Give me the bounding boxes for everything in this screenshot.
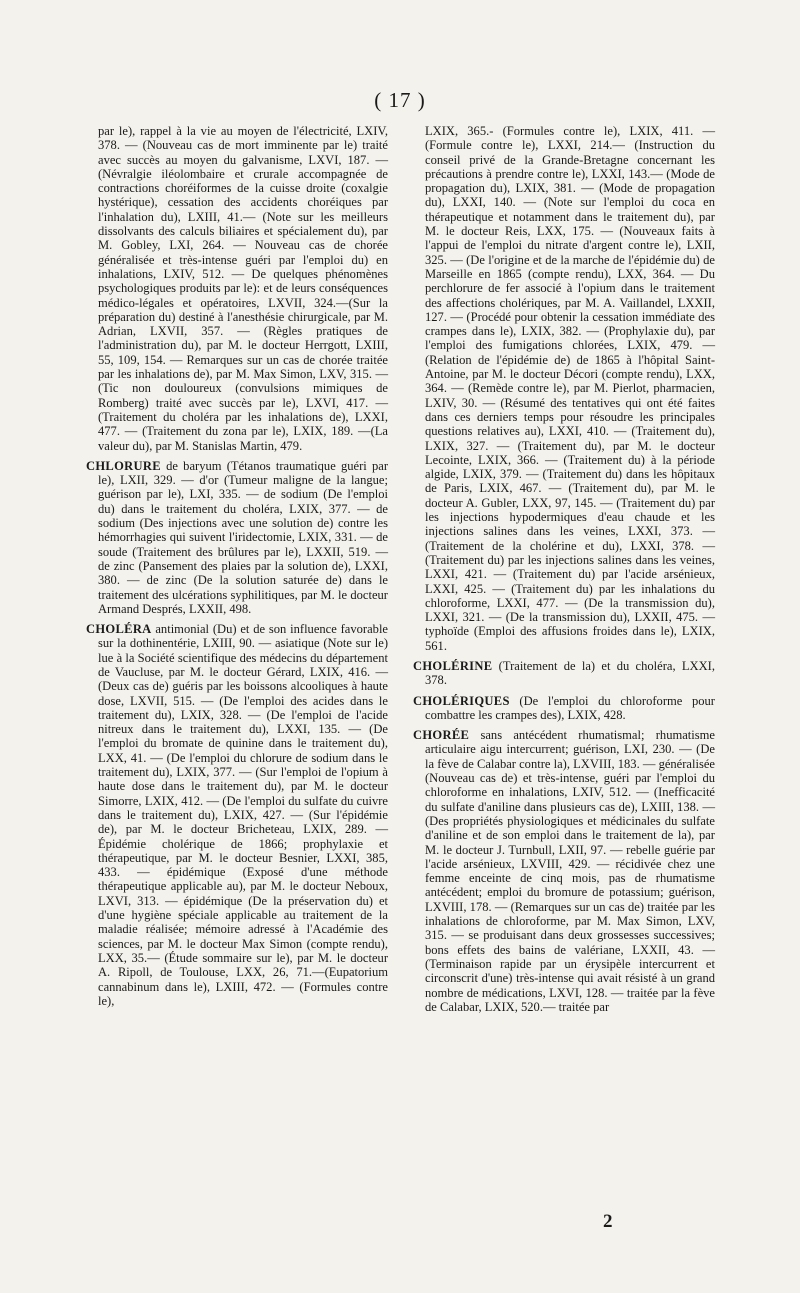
headword: CHOLÉRINE: [413, 658, 493, 673]
entry-choree: [413, 728, 715, 1014]
entry-cholera: [86, 622, 388, 1008]
entry-text: de baryum (Tétanos traumatique guéri par le), LXII, 329. — d'or (Tumeur maligne de la langue; guérison par le), LXI, 335. — de sodium (De l'emploi du) dans le traitement du choléra, LXIX, 377. — de sodium (Des injections avec une solution de) contre les hémorrhagies qui suivent l'iridectomie, LXIX, 331. — de soude (Traitement des brûlures par le), LXXII, 519. — de zinc (Pansement des plaies par la solution de), LXXI, 380. — de zinc (De la solution saturée de) dans le traitement des ulcérations syphilitiques, par M. le docteur Armand Després, LXXII, 498.: [98, 458, 388, 616]
headword: CHOLÉRA: [86, 622, 152, 637]
entry-text: (Traitement de la) et du choléra, LXXI, 378.: [425, 658, 715, 688]
entry-chlorure: [86, 459, 388, 616]
entry-text: antimonial (Du) et de son influence favorable sur la dothinentérie, LXIII, 90. — asiatique (Note sur le) lue à la Société scientifique des médecins du département de Vaucluse, par M. le docteur Gérard, LXIX, 416. — (Deux cas de) guéris par les boissons alcooliques à haute dose, LXVII, 515. — (De l'emploi des acides dans le traitement du), LXIX, 328. — (De l'emploi de l'acide nitreux dans le traitement du), LXXI, 135. — (De l'emploi du bromate de quinine dans le traitement du), LXX, 41. — (De l'emploi du chlorure de sodium dans le traitement du), LXIX, 377. — (Sur l'emploi de l'opium à haute dose dans le traitement du), par M. le docteur Simorre, LXIX, 412. — (De l'emploi du sulfate du cuivre dans le traitement du), LXIX, 427. — (Sur l'épidémie de), par M. le docteur Bricheteau, LXIX, 289. — Épidémie cholérique de 1866; prophylaxie et thérapeutique, par M. le docteur Besnier, LXXI, 385, 433. — épidémique (Exposé d'une méthode thérapeutique applicable au), par M. le docteur Neboux, LXVI, 313. — épidémique (De la préservation du) et d'une hygiène spéciale applicable au traitement de la maladie réalisée; mémoire adressé à l'Académie des sciences, par M. le docteur Max Simon (compte rendu), LXX, 35.— (Étude sommaire sur le), par M. le docteur A. Ripoll, de Toulouse, LXX, 26, 71.—(Eupatorium cannabinum dans le), LXIII, 472. — (Formules contre le),: [98, 622, 388, 1008]
headword: CHORÉE: [413, 728, 470, 743]
page-number: ( 17 ): [374, 88, 426, 112]
entry-text: sans antécédent rhumatismal; rhumatisme articulaire aigu intercurrent; guérison, LXI, 230. — (De la fève de Calabar contre la), LXVIII, 183. — généralisée (Nouveau cas de) et très-intense, guéri par l'emploi du chloroforme en inhalations, LXIV, 512. — (Inefficacité du sulfate d'aniline dans plusieurs cas de), LXIII, 138. — (Des propriétés physiologiques et médicinales du sulfate d'aniline et de son emploi dans le traitement de la), par M. le docteur J. Turnbull, LXII, 97. — rebelle guérie par l'acide arsénieux, LXVIII, 429. — récidivée chez une femme enceinte de cinq mois, pas de rhumatisme antécédent; emploi du bromure de potassium; guérison, LXVIII, 178. — (Remarques sur un cas de) traitée par les inhalations de chloroforme, par M. Max Simon, LXV, 315. — se produisant dans deux grossesses successives; bons effets des bains de valériane, LXXII, 43. — (Terminaison rapide par un érysipèle intercurrent et circonscrit d'une) très-intense qui avait résisté à un grand nombre de médications, LXVI, 128. — traitée par la fève de Calabar, LXIX, 520.— traitée par: [425, 728, 715, 1014]
signature-mark: 2: [603, 1211, 613, 1232]
headword: CHLORURE: [86, 458, 161, 473]
continuation-paragraph: par le), rappel à la vie au moyen de l'électricité, LXIV, 378. — (Nouveau cas de mort imminente par le) traité avec succès au moyen du galvanisme, LXVI, 187. — (Névralgie iléolombaire et crurale accompagnée de contractions choréiformes de la cuisse droite (coxalgie hystérique), cessation des accidents choréiques par l'inhalation du), LXIII, 41.— (Note sur les meilleurs dissolvants des calculs biliaires et spécialement du), par M. Gobley, LXI, 264. — Nouveau cas de chorée généralisée et très-intense guéri par l'emploi du) en inhalations, LXIV, 512. — De quelques phénomènes psychologiques produits par le): et de leurs conséquences médico-légales et opératoires, LXVII, 324.—(Sur la préparation du) destiné à l'anesthésie chirurgicale, par M. Adrian, LXVII, 357. — (Règles pratiques de l'administration du), par M. le docteur Herrgott, LXIII, 55, 109, 154. — Remarques sur un cas de chorée traitée par les inhalations de), par M. Max Simon, LXV, 315. —(Tic non douloureux (convulsions mimiques de Romberg) traité avec succès par le), LXVI, 417. — (Traitement du choléra par les inhalations de), LXXI, 477. — (Traitement du zona par le), LXIX, 189. —(La valeur du), par M. Stanislas Martin, 479.: [98, 124, 388, 453]
entry-choleriques: [413, 694, 715, 723]
right-column: [413, 124, 715, 1014]
entry-text: (De l'emploi du chloroforme pour combattre les crampes des), LXIX, 428.: [425, 693, 715, 722]
entry-cholerine: [413, 659, 715, 688]
left-column: [86, 124, 388, 1008]
headword: CHOLÉRIQUES: [413, 693, 510, 708]
continuation-paragraph: LXIX, 365.- (Formules contre le), LXIX, 411. —(Formule contre le), LXXI, 214.— (Instruction du conseil privé de la Grande-Bretagne concernant les précautions à prendre contre le), LXXI, 143.— (Mode de propagation du), LXIX, 381. — (Mode de propagation du), LXXI, 140. — (Note sur l'emploi du coca en thérapeutique et notamment dans le traitement du), par M. le docteur Reis, LXX, 175. — (Nouveaux faits à l'appui de l'emploi du nitrate d'argent contre le), LXII, 325. — (De l'origine et de la marche de l'épidémie du) de Marseille en 1865 (compte rendu), LXX, 364. — Du perchlorure de fer associé à l'opium dans le traitement des affections cholériques, par M. A. Vaillandel, LXXII, 127. — (Procédé pour obtenir la cessation immédiate des crampes dans le), LXIX, 382. — (Prophylaxie du), par l'emploi des fumigations chlorées, LXIX, 479. — (Relation de l'épidémie de) de 1865 à l'hôpital Saint-Antoine, par M. le docteur Décori (compte rendu), LXX, 364. — (Remède contre le), par M. Pierlot, pharmacien, LXIV, 30. — (Résumé des tentatives qui ont été faites dans ces derniers temps pour résoudre les principales questions relatives au), LXXI, 410. — (Traitement du), LXIX, 327. — (Traitement du), par M. le docteur Lecointe, LXIX, 366. — (Traitement du) à la période algide, LXIX, 379. — (Traitement du) dans les hôpitaux de Paris, LXIX, 467. — (Traitement du), par M. le docteur A. Gubler, LXX, 97, 145. — (Traitement du) par les injections hypodermiques d'eau chaude et les injections salines dans les veines, LXXI, 373. — (Traitement de la cholérine et du), LXXI, 378. — (Traitement du) par les injections salines dans les veines, LXXI, 421. — (Traitement du) par l'acide arsénieux, LXXI, 425. — (Traitement du) par les inhalations du chloroforme, LXXI, 477. — (De la transmission du), LXXI, 321. — (De la transmission du), LXXII, 475. — typhoïde (Emploi des affusions froides dans le), LXIX, 561.: [425, 124, 715, 653]
